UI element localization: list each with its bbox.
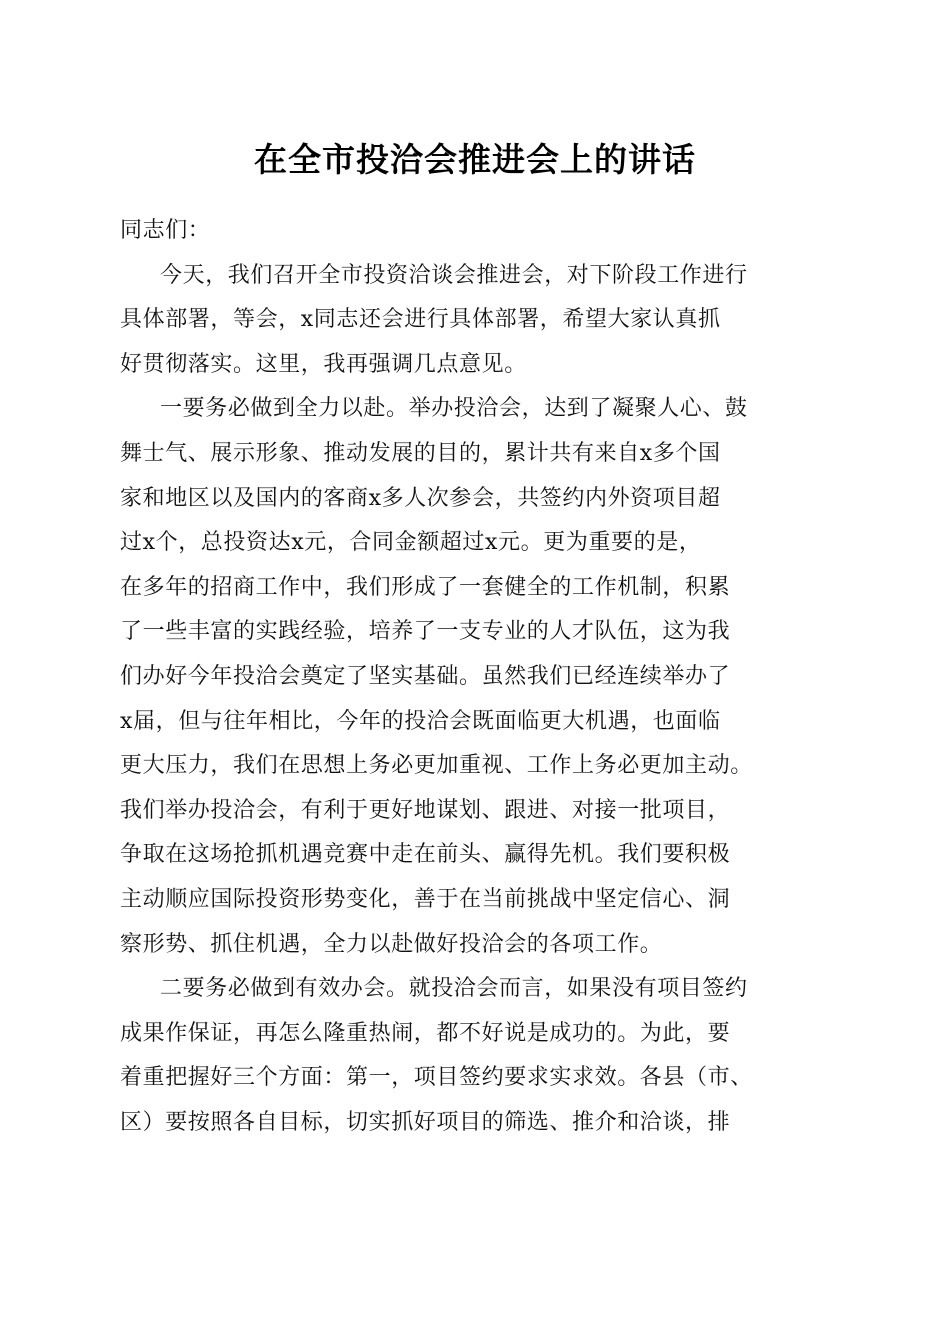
body-line: 们办好今年投洽会奠定了坚实基础。虽然我们已经连续举办了 bbox=[120, 663, 731, 689]
body-line: 舞士气、展示形象、推动发展的目的，累计共有来自x多个国 bbox=[120, 440, 721, 466]
body-line: 区）要按照各自目标，切实抓好项目的筛选、推介和洽谈，排 bbox=[120, 1109, 731, 1135]
body-line: 一要务必做到全力以赴。举办投洽会，达到了凝聚人心、鼓 bbox=[160, 396, 748, 422]
body-lines bbox=[120, 254, 840, 1146]
document-body bbox=[120, 209, 840, 1145]
body-line: 更大压力，我们在思想上务必更加重视、工作上务必更加主动。 bbox=[120, 753, 753, 779]
body-line: 好贯彻落实。这里，我再强调几点意见。 bbox=[120, 351, 527, 377]
body-line: 了一些丰富的实践经验，培养了一支专业的人才队伍，这为我 bbox=[120, 619, 731, 645]
body-line: 着重把握好三个方面：第一，项目签约要求实求效。各县（市、 bbox=[120, 1065, 753, 1091]
body-line: x届，但与往年相比，今年的投洽会既面临更大机遇，也面临 bbox=[120, 708, 721, 734]
body-line: 察形势、抓住机遇，全力以赴做好投洽会的各项工作。 bbox=[120, 931, 663, 957]
body-line: 争取在这场抢抓机遇竞赛中走在前头、赢得先机。我们要积极 bbox=[120, 842, 731, 868]
body-line: 成果作保证，再怎么隆重热闹，都不好说是成功的。为此，要 bbox=[120, 1020, 731, 1046]
body-line: 主动顺应国际投资形势变化，善于在当前挑战中坚定信心、洞 bbox=[120, 886, 731, 912]
salutation: 同志们： bbox=[120, 218, 211, 243]
body-line: 具体部署，等会，x同志还会进行具体部署，希望大家认真抓 bbox=[120, 307, 721, 333]
body-line: 家和地区以及国内的客商x多人次参会，共签约内外资项目超 bbox=[120, 485, 721, 511]
body-line: 今天，我们召开全市投资洽谈会推进会，对下阶段工作进行 bbox=[160, 262, 748, 288]
body-line: 我们举办投洽会，有利于更好地谋划、跟进、对接一批项目， bbox=[120, 797, 731, 823]
document-title: 在全市投洽会推进会上的讲话 bbox=[254, 140, 696, 179]
body-line: 二要务必做到有效办会。就投洽会而言，如果没有项目签约 bbox=[160, 976, 748, 1002]
body-line: 过x个，总投资达x元，合同金额超过x元。更为重要的是， bbox=[120, 530, 702, 556]
body-line: 在多年的招商工作中，我们形成了一套健全的工作机制，积累 bbox=[120, 574, 731, 600]
